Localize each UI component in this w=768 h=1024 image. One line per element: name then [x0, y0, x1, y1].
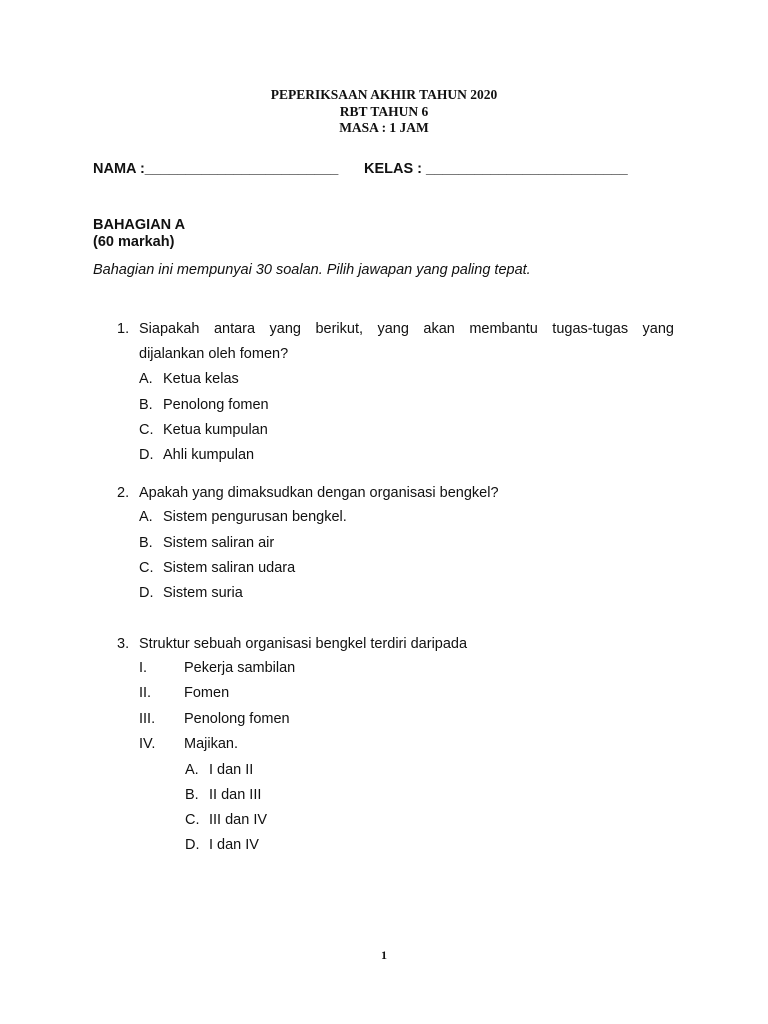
answer-option: [139, 446, 254, 464]
option-text: II dan III: [209, 787, 262, 803]
statement-item: [139, 659, 339, 677]
option-text: Ahli kumpulan: [163, 447, 255, 463]
class-field-label: KELAS : _________________________: [364, 161, 628, 177]
option-letter: A.: [139, 509, 153, 525]
section-title: BAHAGIAN A: [93, 217, 186, 233]
option-letter: C.: [139, 560, 154, 576]
option-letter: D.: [139, 447, 154, 463]
option-text: Penolong fomen: [163, 397, 269, 413]
option-text: Sistem saliran air: [163, 535, 275, 551]
exam-duration: MASA : 1 JAM: [339, 120, 429, 135]
exam-title: PEPERIKSAAN AKHIR TAHUN 2020: [270, 87, 498, 102]
question-number: 2.: [117, 485, 130, 501]
answer-option: [185, 811, 267, 829]
statement-text: Fomen: [184, 685, 230, 701]
question-number: 1.: [117, 321, 130, 337]
option-letter: D.: [185, 837, 200, 853]
statement-item: [139, 710, 339, 728]
statement-text: Penolong fomen: [184, 711, 290, 727]
option-text: Sistem saliran udara: [163, 560, 296, 576]
option-text: Ketua kelas: [163, 371, 239, 387]
roman-numeral: IV.: [139, 736, 156, 752]
question-text-line: Apakah yang dimaksudkan dengan organisasi bengkel?: [139, 485, 499, 501]
option-text: I dan IV: [209, 837, 259, 853]
roman-numeral: III.: [139, 711, 156, 727]
exam-subject: RBT TAHUN 6: [339, 103, 429, 119]
answer-option: [139, 396, 269, 414]
question-text-line: Struktur sebuah organisasi bengkel terdiri daripada: [139, 636, 468, 652]
answer-option: [185, 761, 253, 779]
exam-header: [0, 87, 768, 137]
option-text: Ketua kumpulan: [163, 422, 268, 438]
page-number: 1: [381, 948, 387, 962]
option-letter: C.: [139, 422, 154, 438]
question-number: 3.: [117, 636, 130, 652]
option-letter: C.: [185, 812, 200, 828]
statement-item: [139, 684, 339, 702]
option-text: I dan II: [209, 762, 254, 778]
statement-item: [139, 735, 339, 753]
roman-numeral: I.: [139, 660, 148, 676]
name-field-label: NAMA :________________________: [93, 161, 339, 177]
statement-text: Pekerja sambilan: [184, 660, 296, 676]
option-text: Sistem suria: [163, 585, 243, 601]
option-letter: B.: [185, 787, 199, 803]
option-letter: A.: [185, 762, 199, 778]
option-letter: B.: [139, 535, 153, 551]
section-instruction: Bahagian ini mempunyai 30 soalan. Pilih jawapan yang paling tepat.: [93, 262, 531, 278]
answer-option: [139, 370, 239, 388]
statement-text: Majikan.: [184, 736, 238, 752]
question-text-line: Siapakah antara yang berikut, yang akan membantu tugas-tugas yang: [139, 321, 674, 337]
answer-option: [139, 508, 347, 526]
answer-option: [139, 559, 295, 577]
option-text: III dan IV: [209, 812, 268, 828]
option-text: Sistem pengurusan bengkel.: [163, 509, 347, 525]
answer-option: [185, 836, 259, 854]
roman-numeral: II.: [139, 685, 152, 701]
answer-option: [139, 421, 268, 439]
question-text-line: dijalankan oleh fomen?: [139, 346, 289, 362]
answer-option: [185, 786, 261, 804]
answer-option: [139, 534, 274, 552]
answer-option: [139, 584, 243, 602]
option-letter: B.: [139, 397, 153, 413]
option-letter: D.: [139, 585, 154, 601]
option-letter: A.: [139, 371, 153, 387]
section-marks: (60 markah): [93, 234, 175, 250]
